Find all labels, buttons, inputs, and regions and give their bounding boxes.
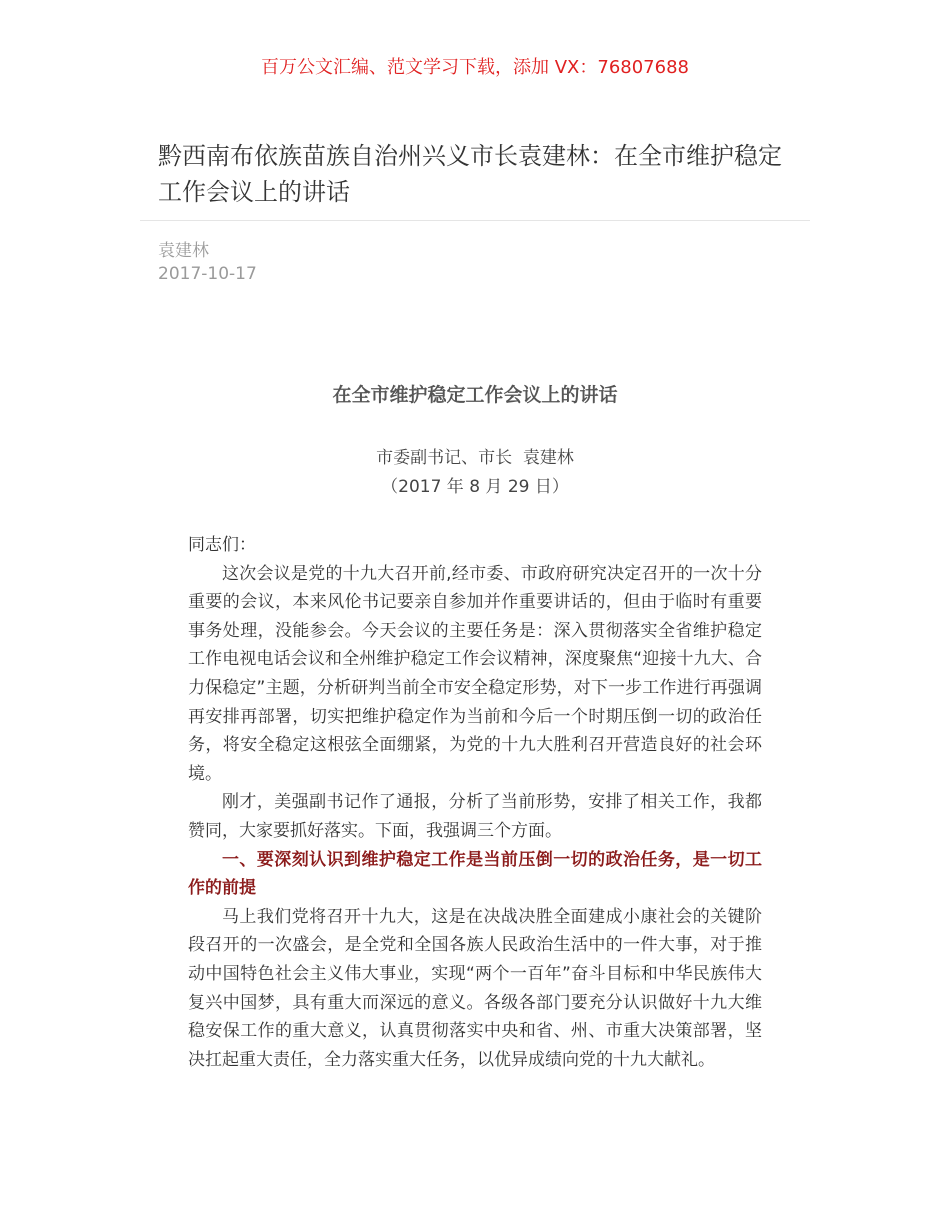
section-heading: 一、要深刻认识到维护稳定工作是当前压倒一切的政治任务，是一切工作的前提 <box>188 849 762 899</box>
speech-byline <box>0 444 950 502</box>
greeting: 同志们： <box>188 535 256 555</box>
speech-date: （2017 年 8 月 29 日） <box>381 477 569 497</box>
paragraph: 刚才，美强副书记作了通报，分析了当前形势，安排了相关工作，我都赞同，大家要抓好落实。下面，我强调三个方面。 <box>188 792 762 841</box>
paragraph: 马上我们党将召开十九大，这是在决战决胜全面建成小康社会的关键阶段召开的一次盛会，是全党和全国各族人民政治生活中的一件大事，对于推动中国特色社会主义伟大事业，实现“两个一百年”奋斗目标和中华民族伟大复兴中国梦，具有重大而深远的意义。各级各部门要充分认识做好十九大维稳安保工作的重大意义，认真贯彻落实中央和省、州、市重大决策部署，坚决扛起重大责任，全力落实重大任务，以优异成绩向党的十九大献礼。 <box>188 906 762 1070</box>
article-date: 2017-10-17 <box>158 264 257 284</box>
speaker-line: 市委副书记、市长 袁建林 <box>376 448 574 468</box>
paragraph: 这次会议是党的十九大召开前,经市委、市政府研究决定召开的一次十分重要的会议，本来风伦书记要亲自参加并作重要讲话的，但由于临时有重要事务处理，没能参会。今天会议的主要任务是：深入贯彻落实全省维护稳定工作电视电话会议和全州维护稳定工作会议精神，深度聚焦“迎接十九大、合力保稳定”主题，分析研判当前全市安全稳定形势，对下一步工作进行再强调再安排再部署，切实把维护稳定作为当前和今后一个时期压倒一切的政治任务，将安全稳定这根弦全面绷紧，为党的十九大胜利召开营造良好的社会环境。 <box>188 563 762 784</box>
promo-banner: 百万公文汇编、范文学习下载，添加 VX：76807688 <box>261 57 689 78</box>
speech-body <box>188 531 762 1074</box>
article-author: 袁建林 <box>158 241 209 261</box>
title-divider <box>140 220 810 221</box>
speech-title: 在全市维护稳定工作会议上的讲话 <box>332 384 618 406</box>
article-meta <box>158 240 257 286</box>
article-title: 黔西南布依族苗族自治州兴义市长袁建林：在全市维护稳定工作会议上的讲话 <box>158 142 782 206</box>
